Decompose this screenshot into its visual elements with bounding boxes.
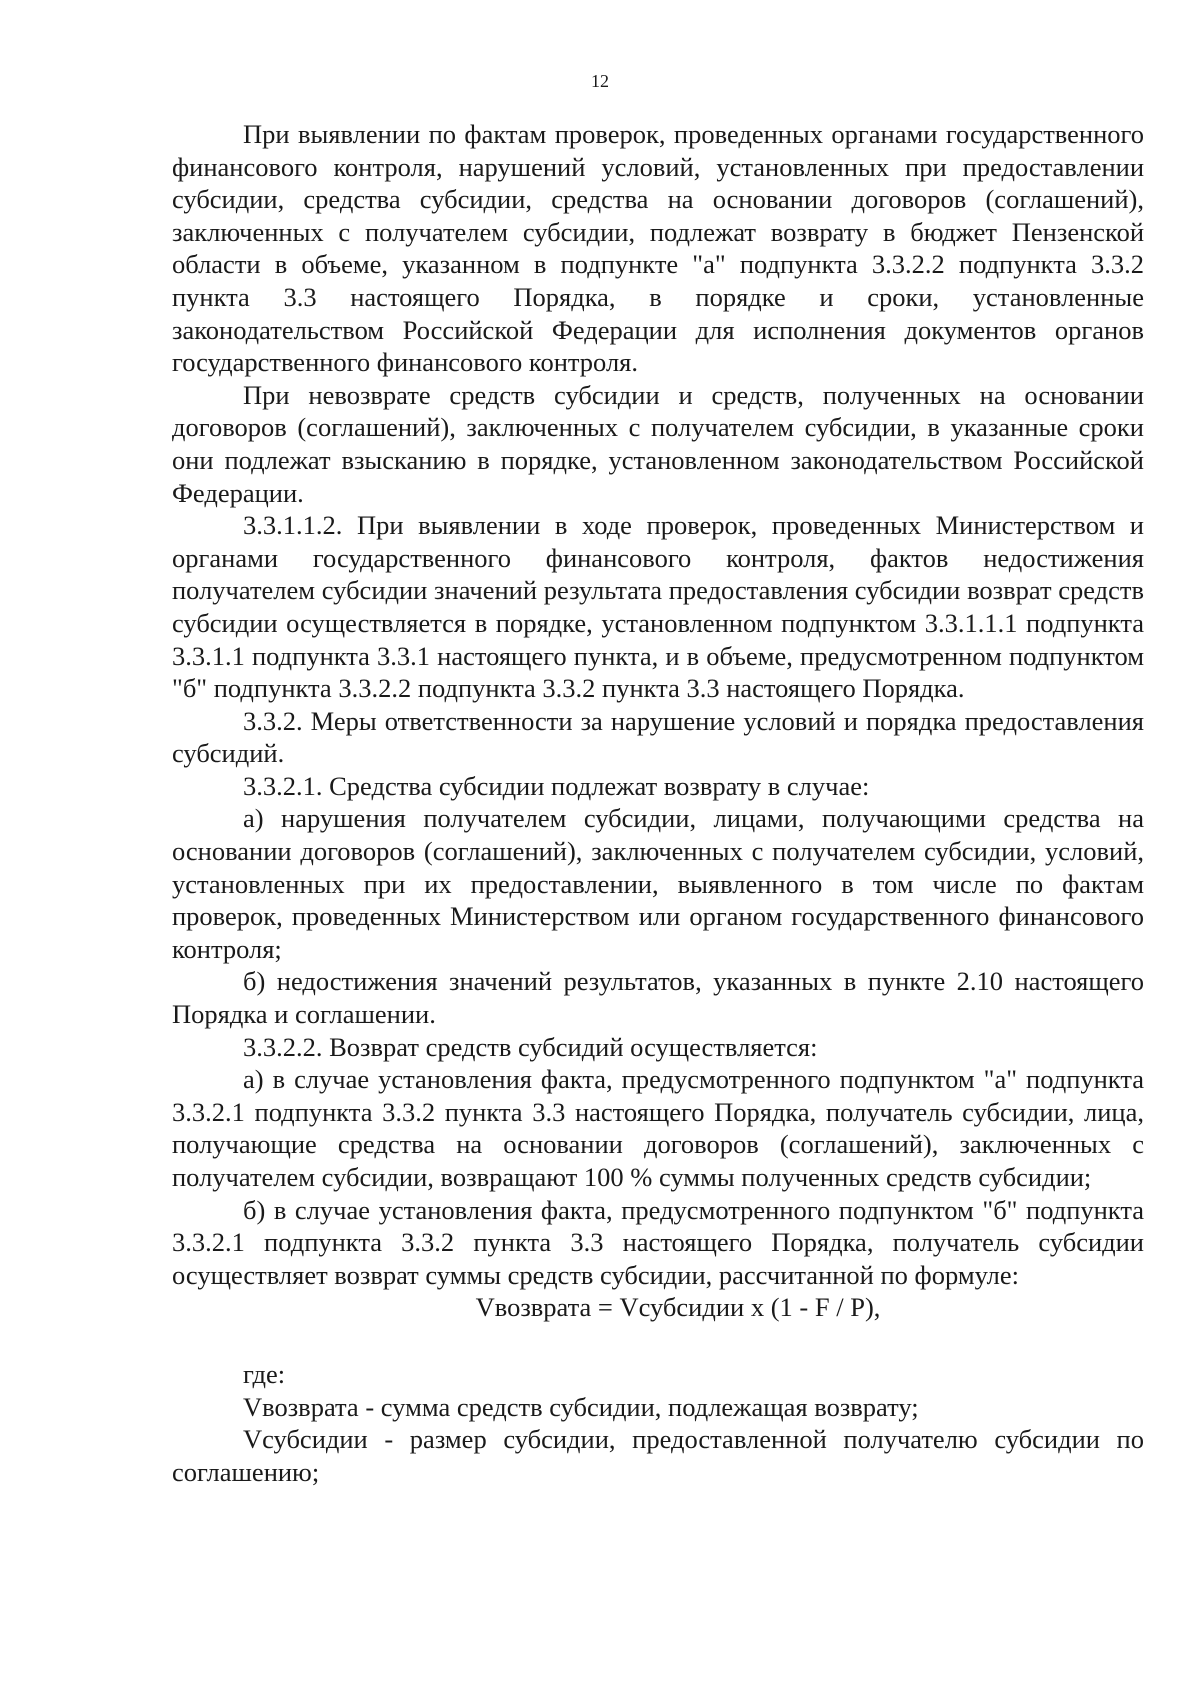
paragraph-non-return-recovery: При невозврате средств субсидии и средств, полученных на основании договоров (соглашений), заключенных с получателем субсидии, в указанные сроки они подлежат взысканию в порядке, установленном законодательством Российской Федерации.: [172, 379, 1144, 508]
paragraph-3-3-2-2: 3.3.2.2. Возврат средств субсидий осуществляется:: [243, 1031, 818, 1062]
paragraph-return-control-violations: При выявлении по фактам проверок, проведенных органами государственного финансового контроля, нарушений условий, установленных при предоставлении субсидии, средства субсидии, средства на основании договоров (соглашений), заключенных с получателем субсидии, подлежат возврату в бюджет Пензенской области в объеме, указанном в подпункте "а" подпункта 3.3.2.2 подпункта 3.3.2 пункта 3.3 настоящего Порядка, в порядке и сроки, установленные законодательством Российской Федерации для исполнения документов органов государственного финансового контроля.: [172, 119, 1144, 378]
return-formula: Vвозврата = Vсубсидии x (1 - F / P),: [475, 1292, 881, 1323]
paragraph-3-3-1-1-2: 3.3.1.1.2. При выявлении в ходе проверок, проведенных Министерством и органами государственного финансового контроля, фактов недостижения получателем субсидии значений результата предоставления субсидии возврат средств субсидии осуществляется в порядке, установленном подпунктом 3.3.1.1.1 подпункта 3.3.1.1 подпункта 3.3.1 настоящего пункта, и в объеме, предусмотренном подпунктом "б" подпункта 3.3.2.2 подпункта 3.3.2 пункта 3.3 настоящего Порядка.: [172, 510, 1144, 704]
paragraph-3-3-2-2-a: а) в случае установления факта, предусмотренного подпунктом "а" подпункта 3.3.2.1 подпункта 3.3.2 пункта 3.3 настоящего Порядка, получатель субсидии, лица, получающие средства на основании договоров (соглашений), заключенных с получателем субсидии, возвращают 100 % суммы полученных средств субсидии;: [172, 1064, 1144, 1192]
paragraph-3-3-2-2-b: б) в случае установления факта, предусмотренного подпунктом "б" подпункта 3.3.2.1 подпункта 3.3.2 пункта 3.3 настоящего Порядка, получатель субсидии осуществляет возврат суммы средств субсидии, рассчитанной по формуле:: [172, 1194, 1144, 1290]
document-body: [172, 118, 1144, 1488]
page-number: 12: [591, 71, 609, 91]
paragraph-v-subsidy-definition: Vсубсидии - размер субсидии, предоставленной получателю субсидии по соглашению;: [172, 1424, 1144, 1487]
paragraph-3-3-2: 3.3.2. Меры ответственности за нарушение условий и порядка предоставления субсидий.: [172, 705, 1144, 769]
paragraph-v-return-definition: Vвозврата - сумма средств субсидии, подлежащая возврату;: [243, 1391, 919, 1422]
paragraph-3-3-2-1: 3.3.2.1. Средства субсидии подлежат возврату в случае:: [243, 770, 870, 801]
paragraph-3-3-2-1-a: а) нарушения получателем субсидии, лицами, получающими средства на основании договоров (соглашений), заключенных с получателем субсидии, условий, установленных при их предоставлении, выявленного в том числе по фактам проверок, проведенных Министерством или органом государственного финансового контроля;: [172, 803, 1144, 964]
paragraph-3-3-2-1-b: б) недостижения значений результатов, указанных в пункте 2.10 настоящего Порядка и соглашении.: [172, 966, 1144, 1030]
paragraph-where: где:: [243, 1358, 286, 1389]
formula-spacer: [172, 1324, 1144, 1358]
